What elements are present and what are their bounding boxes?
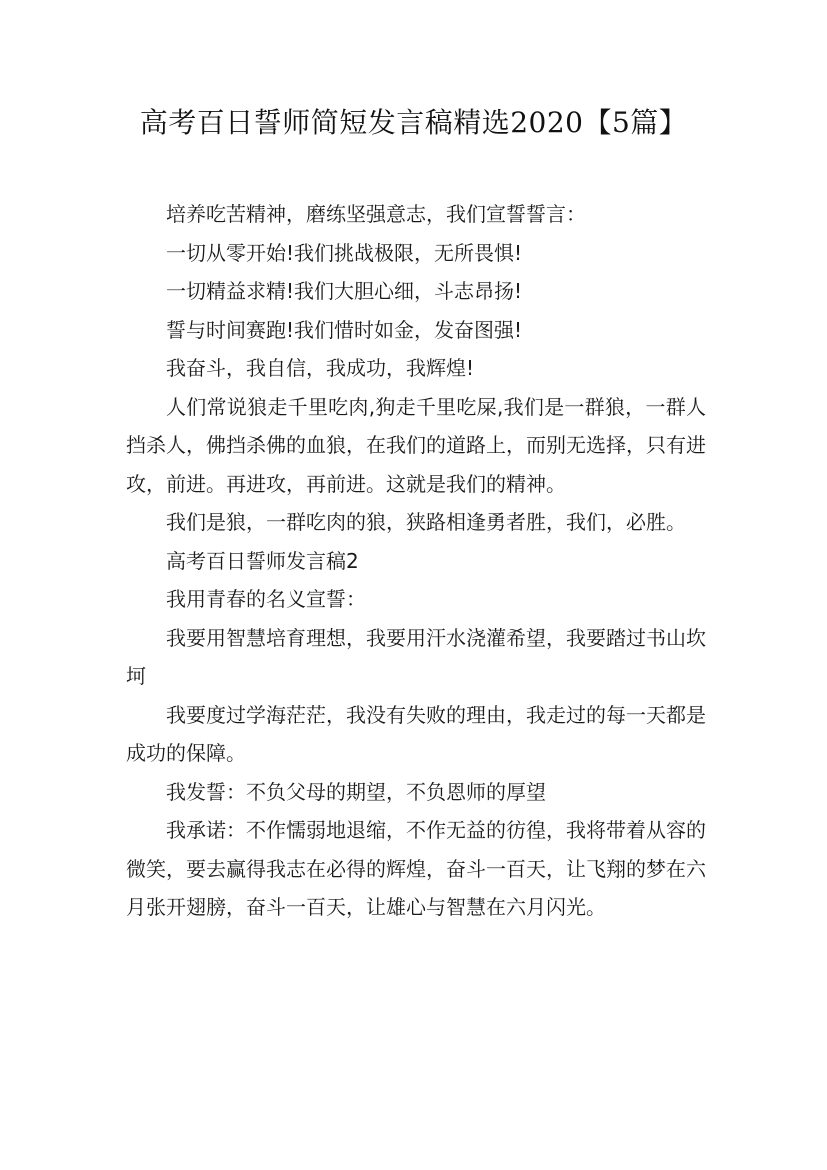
document-title: 高考百日誓师简短发言稿精选2020【5篇】 bbox=[139, 106, 688, 139]
paragraph: 我们是狼，一群吃肉的狼，狭路相逢勇者胜，我们，必胜。 bbox=[166, 510, 686, 534]
paragraph: 我奋斗，我自信，我成功，我辉煌! bbox=[166, 356, 475, 380]
paragraph: 我要用智慧培育理想，我要用汗水浇灌希望，我要踏过书山坎坷 bbox=[126, 625, 706, 688]
paragraph: 我要度过学海茫茫，我没有失败的理由，我走过的每一天都是成功的保障。 bbox=[126, 702, 706, 765]
document-body bbox=[126, 195, 706, 927]
paragraph: 一切从零开始!我们挑战极限，无所畏惧! bbox=[166, 240, 523, 265]
paragraph: 誓与时间赛跑!我们惜时如金，发奋图强! bbox=[166, 317, 523, 342]
paragraph: 我用青春的名义宣誓： bbox=[166, 587, 366, 611]
paragraph: 培养吃苦精神，磨练坚强意志，我们宣誓誓言： bbox=[166, 202, 586, 226]
paragraph: 我承诺：不作懦弱地退缩，不作无益的彷徨，我将带着从容的微笑，要去赢得我志在必得的辉煌，奋斗一百天，让飞翔的梦在六月张开翅膀，奋斗一百天，让雄心与智慧在六月闪光。 bbox=[126, 818, 706, 919]
paragraph: 我发誓：不负父母的期望，不负恩师的厚望 bbox=[166, 779, 546, 804]
paragraph: 人们常说狼走千里吃肉,狗走千里吃屎,我们是一群狼，一群人挡杀人，佛挡杀佛的血狼，在我们的道路上，而别无选择，只有进攻，前进。再进攻，再前进。这就是我们的精神。 bbox=[126, 394, 706, 496]
paragraph: 一切精益求精!我们大胆心细，斗志昂扬! bbox=[166, 279, 523, 303]
section-heading: 高考百日誓师发言稿2 bbox=[166, 548, 359, 573]
